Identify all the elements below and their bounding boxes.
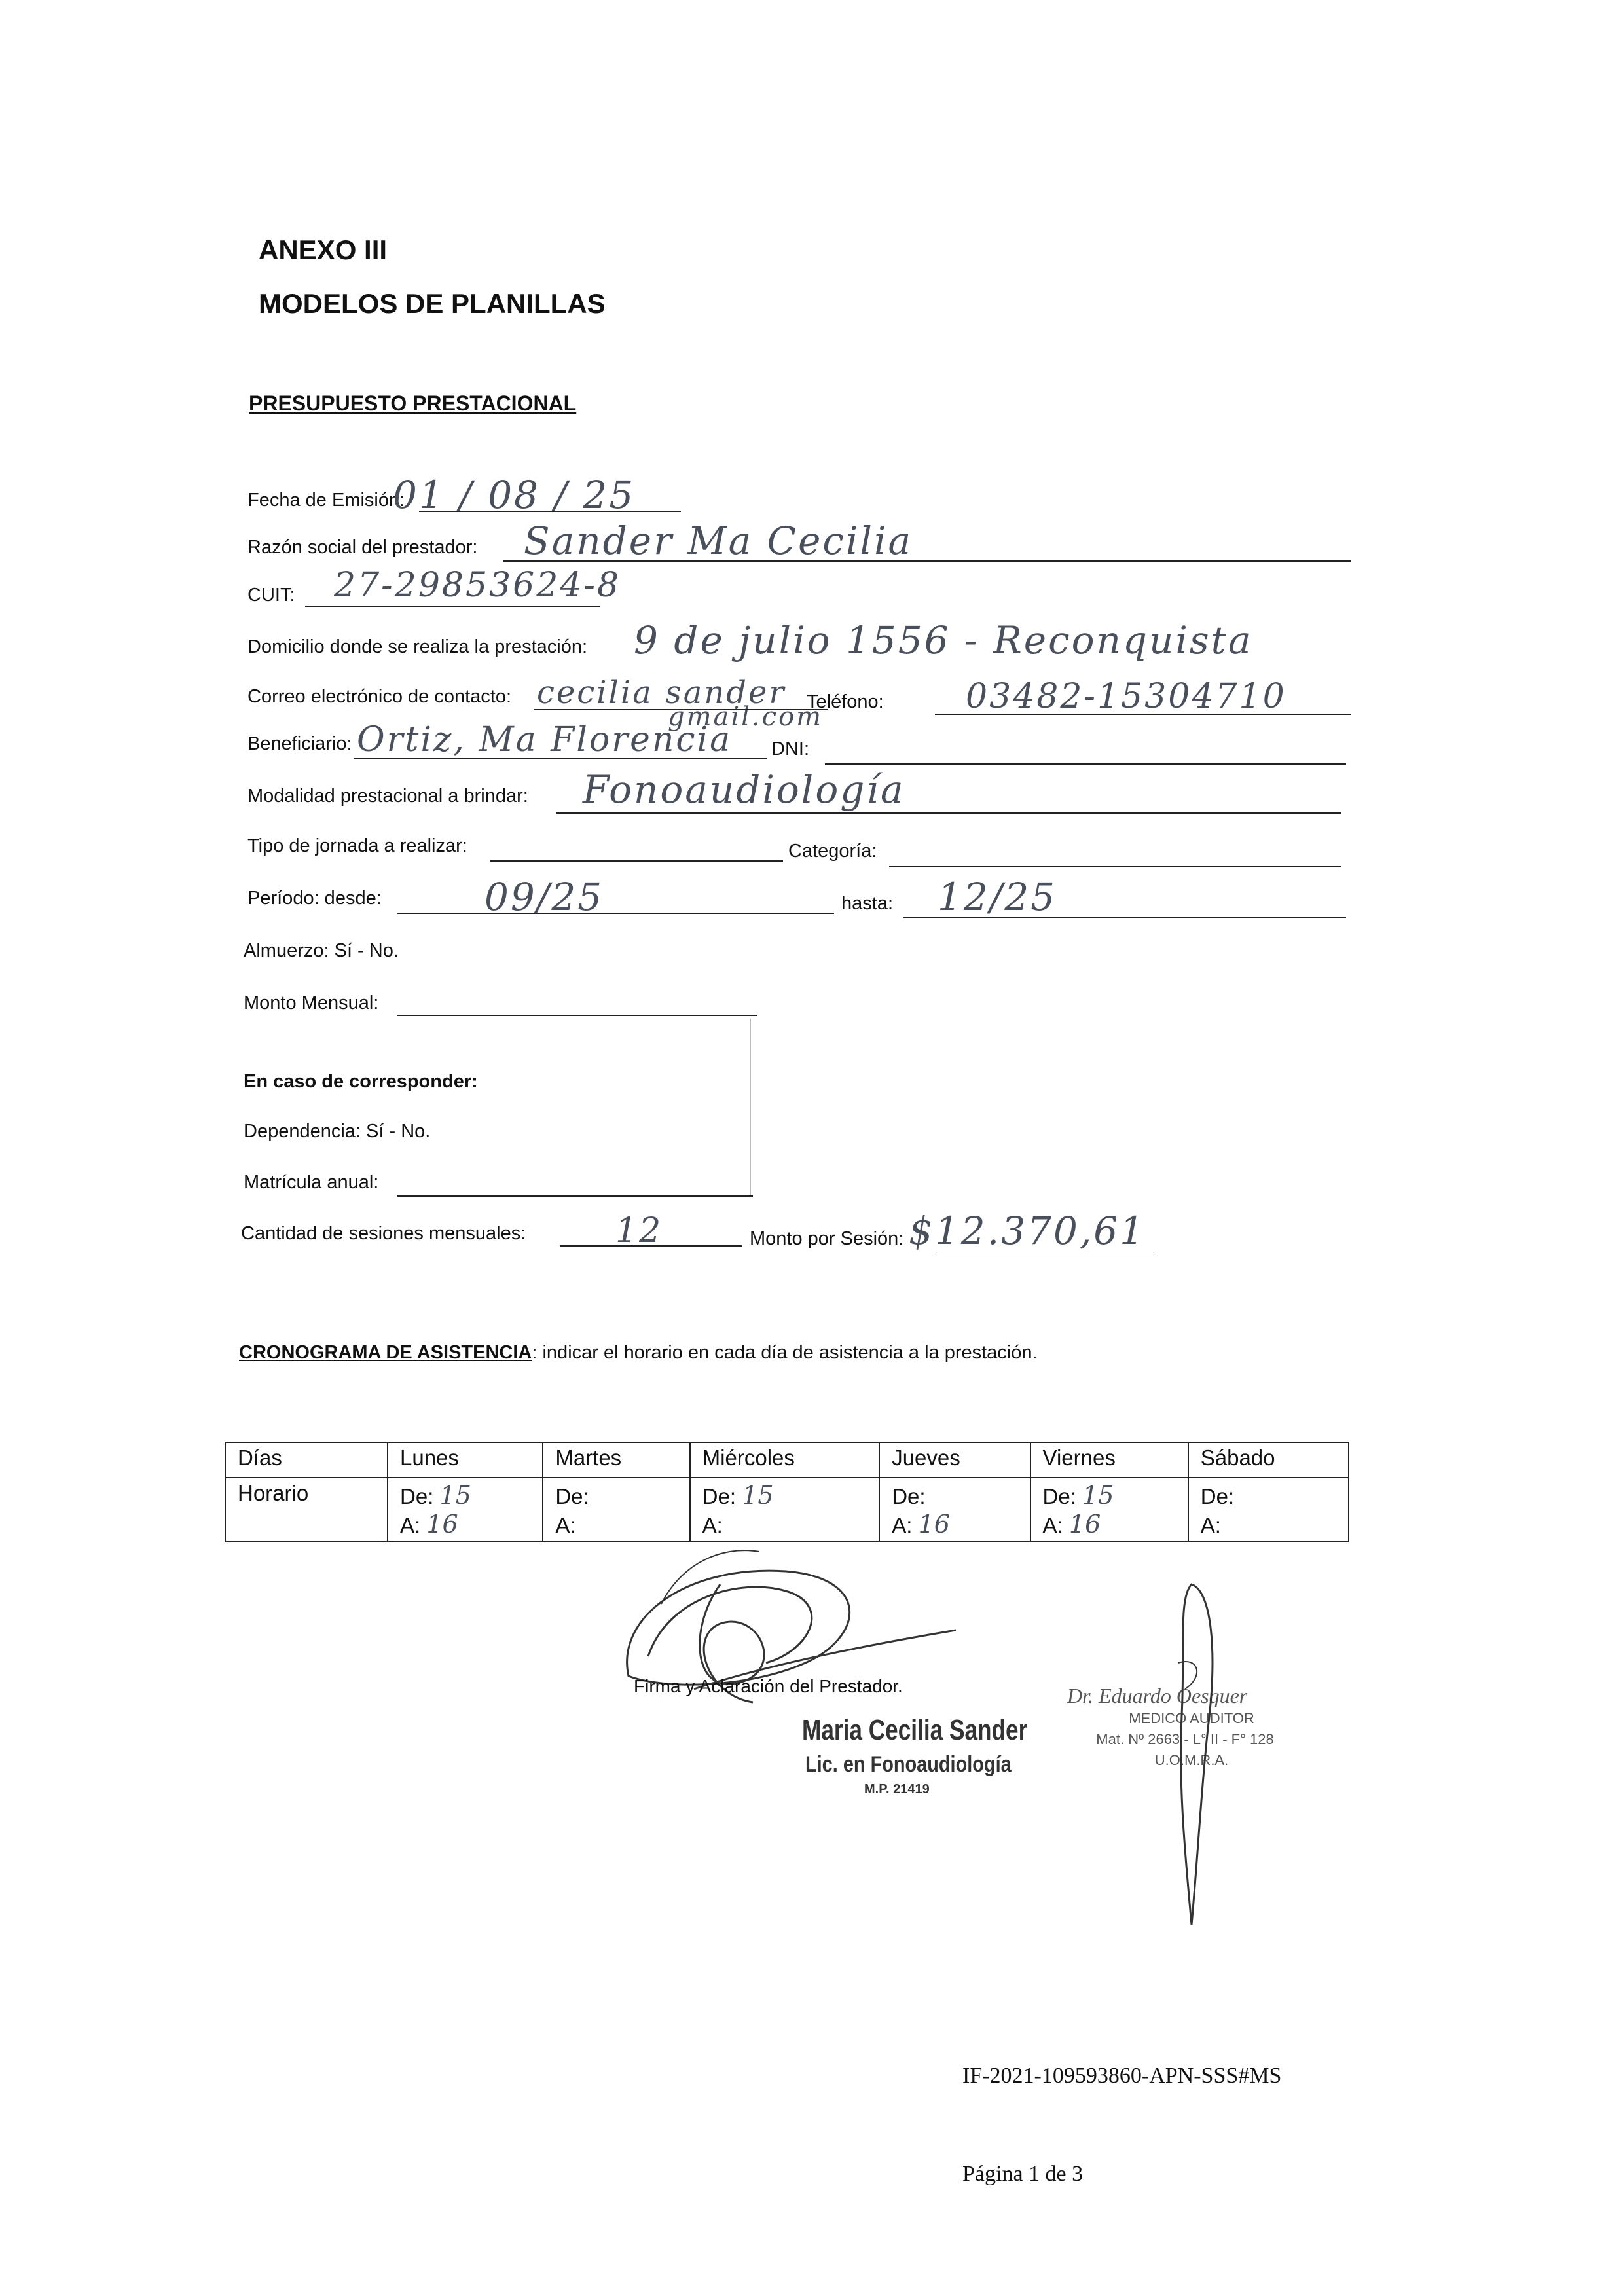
cronograma-heading — [239, 1342, 1038, 1364]
correo-label: Correo electrónico de contacto: — [247, 686, 511, 707]
modalidad-value[interactable]: Fonoaudiología — [583, 767, 905, 812]
periodo-hasta-value[interactable]: 12/25 — [938, 875, 1057, 919]
day-martes: Martes — [543, 1442, 689, 1478]
sesiones-value[interactable]: 12 — [615, 1211, 663, 1250]
beneficiario-label: Beneficiario: — [247, 733, 352, 754]
auditor-mat: Mat. Nº 2663 - L° II - F° 128 — [1096, 1731, 1274, 1747]
auditor-role: MEDICO AUDITOR — [1129, 1710, 1254, 1726]
auditor-org: U.O.M.R.A. — [1154, 1752, 1229, 1768]
miercoles-de: 15 — [742, 1481, 774, 1510]
domicilio-value[interactable]: 9 de julio 1556 - Reconquista — [634, 618, 1253, 663]
dias-header: Días — [225, 1442, 388, 1478]
lunes-de: 15 — [439, 1481, 471, 1510]
fecha-value[interactable]: 01 / 08 / 25 — [393, 473, 636, 517]
modalidad-label: Modalidad prestacional a brindar: — [247, 786, 528, 807]
sesiones-label: Cantidad de sesiones mensuales: — [241, 1223, 526, 1244]
categoria-label: Categoría: — [788, 841, 877, 862]
day-lunes: Lunes — [388, 1442, 543, 1478]
stamp-title: Lic. en Fonoaudiología — [805, 1752, 1012, 1777]
annex-title: ANEXO III — [259, 234, 388, 265]
correo-value[interactable]: cecilia sander — [537, 674, 786, 711]
martes-hours[interactable]: De: A: — [543, 1478, 689, 1542]
correo-value-domain[interactable]: gmail.com — [668, 702, 824, 732]
monto-mensual-label: Monto Mensual: — [244, 993, 379, 1013]
document-id: IF-2021-109593860-APN-SSS#MS — [962, 2064, 1282, 2088]
fecha-label: Fecha de Emisión: — [247, 490, 405, 511]
cronograma-title: CRONOGRAMA DE ASISTENCIA — [239, 1342, 532, 1363]
day-jueves: Jueves — [879, 1442, 1030, 1478]
auditor-name: Dr. Eduardo Oesquer — [1067, 1684, 1248, 1707]
domicilio-label: Domicilio donde se realiza la prestación: — [247, 636, 588, 657]
dni-label: DNI: — [771, 738, 809, 759]
matricula-label: Matrícula anual: — [244, 1172, 379, 1193]
almuerzo-label: Almuerzo: Sí - No. — [244, 940, 399, 961]
dependencia-label: Dependencia: Sí - No. — [244, 1121, 431, 1142]
stamp-mp: M.P. 21419 — [864, 1782, 930, 1796]
viernes-hours[interactable]: De: 15 A: 16 — [1030, 1478, 1188, 1542]
auditor-signature — [1152, 1571, 1231, 1938]
viernes-de: 15 — [1082, 1481, 1114, 1510]
telefono-value[interactable]: 03482-15304710 — [966, 677, 1286, 716]
day-sabado: Sábado — [1188, 1442, 1349, 1478]
periodo-desde-label: Período: desde: — [247, 888, 382, 909]
jueves-hours[interactable]: De: A: 16 — [879, 1478, 1030, 1542]
jornada-label: Tipo de jornada a realizar: — [247, 835, 467, 856]
monto-sesion-label: Monto por Sesión: — [750, 1228, 904, 1249]
viernes-a: 16 — [1068, 1510, 1101, 1539]
day-miercoles: Miércoles — [690, 1442, 880, 1478]
horario-header: Horario — [225, 1478, 388, 1542]
cuit-value[interactable]: 27-29853624-8 — [334, 566, 621, 605]
signature-caption: Firma y Aclaración del Prestador. — [634, 1676, 903, 1696]
corresponder-label: En caso de corresponder: — [244, 1071, 478, 1092]
razon-social-value[interactable]: Sander Ma Cecilia — [524, 519, 913, 563]
monto-sesion-value[interactable]: $12.370,61 — [909, 1209, 1146, 1253]
page-number: Página 1 de 3 — [962, 2162, 1084, 2186]
section-title: PRESUPUESTO PRESTACIONAL — [249, 392, 577, 415]
miercoles-hours[interactable]: De: 15 A: — [690, 1478, 880, 1542]
periodo-hasta-label: hasta: — [841, 893, 893, 914]
cronograma-description: : indicar el horario en cada día de asistencia a la prestación. — [532, 1342, 1038, 1363]
lunes-a: 16 — [426, 1510, 458, 1539]
telefono-label: Teléfono: — [807, 691, 884, 712]
sabado-hours[interactable]: De: A: — [1188, 1478, 1349, 1542]
document-subtitle: MODELOS DE PLANILLAS — [259, 288, 606, 319]
beneficiario-value[interactable]: Ortiz, Ma Florencia — [357, 720, 733, 759]
razon-social-label: Razón social del prestador: — [247, 537, 478, 558]
lunes-hours[interactable]: De: 15 A: 16 — [388, 1478, 543, 1542]
stamp-name: Maria Cecilia Sander — [802, 1714, 1028, 1746]
periodo-desde-value[interactable]: 09/25 — [484, 875, 604, 919]
jueves-a: 16 — [918, 1510, 950, 1539]
cuit-label: CUIT: — [247, 585, 295, 606]
schedule-days-row — [225, 1442, 1349, 1478]
day-viernes: Viernes — [1030, 1442, 1188, 1478]
